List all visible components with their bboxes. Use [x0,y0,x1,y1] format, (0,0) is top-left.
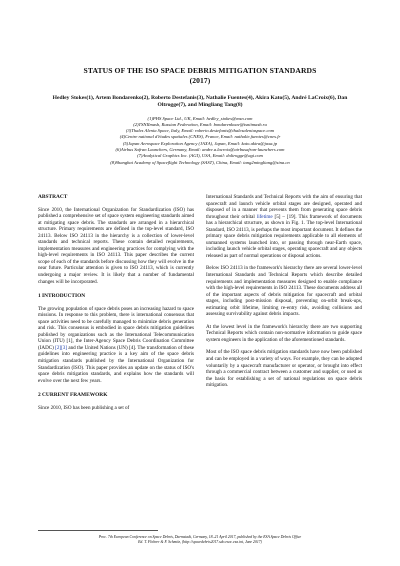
footer-line-2: Ed. T. Flohrer & F. Schmitz, (http://spacedebris2017.sdo.esoc.esa.int, June 2017) [138,540,262,544]
intro-text-a: The growing population of space debris poses an increasing hazard to space missions. In response to this problem, there is international consensus that space activities need to be carefully managed to minimize debris generation and risk. This consensus is embodied in space debris mitigation guidelines published by organizations such as the International Telecommunication Union (ITU) [1], the Inter-Agency Space Debris Coordination Committee (IADC) [38,305,194,351]
abstract-heading: ABSTRACT [38,193,68,200]
introduction-paragraph [38,306,194,385]
conference-footer [38,535,362,545]
paper-title [38,66,362,85]
left-column [38,194,194,417]
abstract-text: Since 2010, the International Organization for Standardization (ISO) has published a comprehensive set of space system engineering standards aimed at mitigating space debris. The standards are arranged in a hierarchical structure. Primary requirements are defined in the top-level standard, ISO 24113. Below ISO 24113 in the hierarchy is a collection of lower-level standards and technical reports. These contain detailed requirements, implementation measures and engineering practices for complying with the high-level requirements in ISO 24113. This paper describes the current scope of each of the standards before discussing how they will evolve in the near future. Particular attention is given to ISO 24113, which is currently undergoing a major review. It is likely that a number of fundamental changes will be incorporated. [38,206,194,285]
affiliation-list [38,116,362,166]
framework-paragraph: Since 2010, ISO has been publishing a set of [38,404,130,411]
title-line-2: (2017) [189,75,211,85]
footer-line-1: Proc. 7th European Conference on Space Debris, Darmstadt, Germany, 18–21 April 2017, published by the ESA Space Debris Office [98,535,302,539]
affiliation-8: (8)Shanghai Academy of Spaceflight Technology (SAST), China, Email: tang2mingliang@sina.cn [110,159,290,165]
footer-rule [38,530,158,531]
affiliation-5: (5)Japan Aerospace Exploration Agency (JAXA), Japan, Email: kato.akira@jaxa.jp [122,140,278,146]
body-columns [38,194,362,417]
adoption-paragraph: Most of the ISO space debris mitigation standards have now been published and can be employed in a variety of ways. For example, they can be adopted voluntarily by a spacecraft manufacturer or operator, or brought into effect through a commercial contract between a customer and supplier, or used as the basis for establishing a set of national regulations on space debris mitigation. [206,349,362,389]
affiliation-3: (3)Thales Alenia Space, Italy, Email: roberto.destefanis@thalesaleniaspace.com [125,128,275,134]
technical-reports-paragraph: At the lowest level in the framework's hierarchy there are two supporting Technical Reports which contain non-normative information to guide space system engineers in the application of the aforementioned standards. [206,323,362,343]
right-column [206,194,362,417]
framework-text-a: International Standards and Technical Reports with the aim of ensuring that spacecraft and launch vehicle orbital stages are designed, operated and disposed of in a manner that prevents them from generating space debris throughout their orbital [206,193,362,220]
lower-level-standards-paragraph: Below ISO 24113 in the framework's hierarchy there are several lower-level International Standards and Technical Reports which describe detailed requirements and implementation measures designed to enable compliance with the high-level requirements in ISO 24113. These documents address all of the important aspects of debris mitigation for spacecraft and orbital stages, including post-mission disposal, preventing on-orbit break-ups, estimating orbit lifetime, limiting re-entry risk, avoiding collisions and assessing survivability against debris impacts. [206,265,362,318]
affiliation-7: (7)Analytical Graphics Inc. (AGI), USA, Email: doltrogge@agi.com [137,153,263,159]
lifetime-link[interactable]: lifetime [256,213,273,220]
framework-heading: 2 CURRENT FRAMEWORK [38,392,108,399]
title-line-1: STATUS OF THE ISO SPACE DEBRIS MITIGATION STANDARDS [83,66,317,75]
framework-continued-paragraph [206,194,362,259]
framework-text-b: [5] – [19]. This framework of documents has a hierarchical structure, as shown in Fig. 1. The top-level International Standard, ISO 24113, is perhaps the most important document. It defines the primary space debris mitigation requirements applicable to all elements of unmanned systems launched into, or passing through near-Earth space, including launch vehicle orbital stages, operating spacecraft and any objects released as part of normal operations or disposal actions. [206,213,362,259]
citation-link-2-3[interactable]: [2][3] [55,344,68,351]
author-list: Hedley Stokes(1), Artem Bondarenko(2), Roberto Destefanis(3), Nathalie Fuentes(4), Akira Kato(5), André LaCroix(6), Dan Oltrogge(7), and Mingliang Tang(8) [52,95,348,109]
affiliation-2: (2)TSNIImash, Russian Federation, Email: bondarenkoav@tsniimash.ru [133,121,267,127]
affiliation-4: (4)Centre national d'études spatiales (CNES), France, Email: nathalie.fuentes@cnes.fr [119,134,281,140]
intro-text-b: and the United Nations (UN) [4]. The transformation of these guidelines into engineering practice is a key aim of the space debris mitigation standards published by the International Organization for Standardization (ISO). This paper provides an update on the status of ISO's space debris mitigation standards, and explains how the standards will evolve over the next few years. [38,344,194,384]
affiliation-6: (6)Airbus Safran Launchers, Germany, Email: andre.a.lacroix@airbusafran-launchers.com [115,147,285,153]
introduction-heading: 1 INTRODUCTION [38,293,86,300]
affiliation-1: (1)PHS Space Ltd., UK, Email: hedley_stokes@msn.com [147,115,253,121]
